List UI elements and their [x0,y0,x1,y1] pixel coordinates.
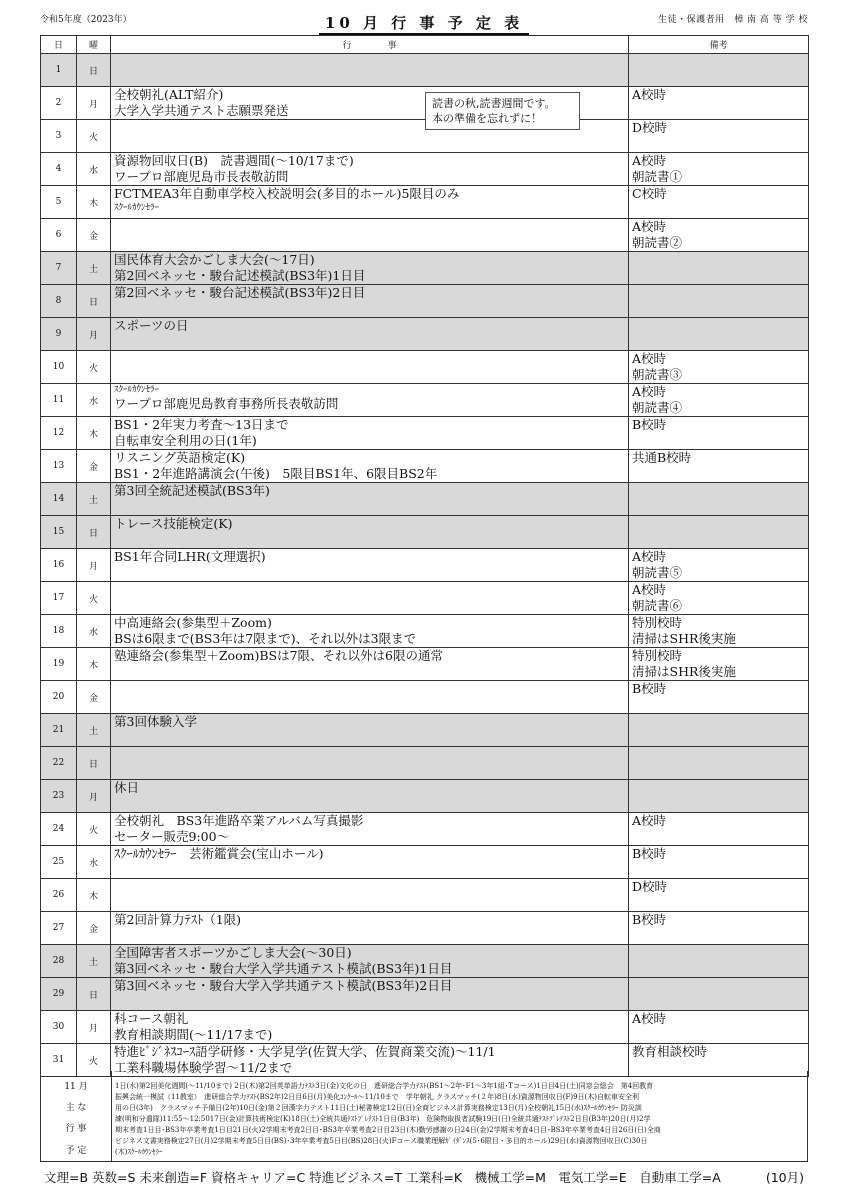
weekday: 日 [77,54,111,87]
schedule-row [41,912,809,945]
notes-cell [629,54,809,87]
schedule-row [41,219,809,252]
weekday: 水 [77,384,111,417]
notes-cell [629,153,809,186]
event-line: ワープロ部鹿児島市長表敬訪問 [114,168,289,184]
note-line: 朝読書④ [632,399,683,415]
notes-cell [629,648,809,681]
day-number: 23 [41,780,77,813]
weekday: 日 [77,285,111,318]
note-line: A校時 [632,384,667,399]
notes-cell [629,945,809,978]
notes-cell [629,120,809,153]
day-number: 5 [41,186,77,219]
weekday: 金 [77,681,111,714]
event-line: ｽｸｰﾙｶｳﾝｾﾗｰ [114,202,160,213]
schedule-row [41,582,809,615]
day-number: 9 [41,318,77,351]
event-line: 第2回ベネッセ・駿台記述模試(BS3年)2日目 [114,285,366,300]
notes-cell [629,417,809,450]
day-number: 16 [41,549,77,582]
event-line: BS1・2年進路講演会(午後) 5限目BS1年、6限目BS2年 [114,465,438,481]
day-number: 2 [41,87,77,120]
event-line: 休日 [114,780,140,795]
event-line: 第3回ベネッセ・駿台大学入学共通テスト模試(BS3年)1日目 [114,960,453,976]
weekday: 木 [77,417,111,450]
events-cell [111,747,629,780]
schedule-row [41,186,809,219]
summary-line: 1日(水)第2回美化週間(～11/10まで) 2日(木)第2回英単語力ﾃｽﾄ3日(金)文化の日 進研総合学力ﾃｽﾄ(BS1～2年･F1～3年1組･Tコース)1日目4日(土)同窓会総会 第4回教育 [115,1082,654,1090]
events-cell [111,318,629,351]
note-line: 清掃はSHR後実施 [632,630,736,646]
note-line: C校時 [632,186,667,201]
day-number: 4 [41,153,77,186]
notes-cell [629,252,809,285]
event-line: スポーツの日 [114,318,189,333]
day-number: 12 [41,417,77,450]
course-legend: 文理=B 英数=S 未来創造=F 資格キャリア=C 特進ビジネス=T 工業科=K 機械工学=M 電気工学=E 自動車工学=A [44,1170,721,1185]
event-line: BSは6限まで(BS3年は7限まで)、それ以外は3限まで [114,630,417,646]
schedule-row [41,285,809,318]
weekday: 月 [77,318,111,351]
schedule-row [41,549,809,582]
events-cell [111,978,629,1011]
note-line: D校時 [632,879,668,894]
day-number: 15 [41,516,77,549]
day-number: 7 [41,252,77,285]
note-line: 共通B校時 [632,450,692,465]
summary-label [41,1071,112,1161]
callout-line-1: 読書の秋,読書週間です。 [432,97,556,110]
event-line: 第3回ベネッセ・駿台大学入学共通テスト模試(BS3年)2日目 [114,978,453,993]
notes-cell [629,285,809,318]
schedule-row [41,153,809,186]
events-cell [111,417,629,450]
events-cell [111,879,629,912]
notes-cell [629,714,809,747]
notes-cell [629,747,809,780]
events-cell [111,780,629,813]
event-line: 第3回全統記述模試(BS3年) [114,483,270,498]
summary-text [115,1081,801,1158]
school-name: 樟 南 高 等 学 校 [734,15,808,25]
event-line: ｽｸｰﾙｶｳﾝｾﾗｰ 芸術鑑賞会(宝山ホール) [114,846,324,861]
notes-cell [629,582,809,615]
event-line: 塾連絡会(参集型＋Zoom)BSは7限、それ以外は6限の通常 [114,648,443,663]
day-number: 26 [41,879,77,912]
note-line: 清掃はSHR後実施 [632,663,736,679]
callout-line-2: 本の準備を忘れずに！ [432,112,542,125]
day-number: 21 [41,714,77,747]
note-line: B校時 [632,681,667,696]
day-number: 6 [41,219,77,252]
notes-cell [629,450,809,483]
schedule-table [40,35,809,1077]
event-line: 第3回体験入学 [114,714,197,729]
weekday: 木 [77,879,111,912]
schedule-row [41,351,809,384]
notes-cell [629,681,809,714]
schedule-body [41,54,809,1077]
note-line: B校時 [632,846,667,861]
events-cell [111,186,629,219]
note-line: A校時 [632,813,667,828]
notes-cell [629,516,809,549]
schedule-row [41,54,809,87]
notes-cell [629,351,809,384]
summary-label-3: 予 定 [65,1146,87,1156]
event-line: 全校朝礼 BS3年進路卒業アルバム写真撮影 [114,813,364,828]
events-cell [111,714,629,747]
events-cell [111,615,629,648]
weekday: 月 [77,780,111,813]
summary-label-month: 11 月 [64,1082,88,1092]
events-cell [111,681,629,714]
schedule-row [41,978,809,1011]
day-number: 18 [41,615,77,648]
schedule-row [41,945,809,978]
notes-cell [629,219,809,252]
schedule-row [41,747,809,780]
event-line: セーター販売9:00～ [114,828,230,844]
weekday: 水 [77,615,111,648]
note-line: B校時 [632,912,667,927]
event-line: 大学入学共通テスト志願票発送 [114,102,289,118]
weekday: 月 [77,1011,111,1044]
events-cell [111,450,629,483]
notes-cell [629,318,809,351]
notes-cell [629,87,809,120]
notes-cell [629,813,809,846]
schedule-row [41,417,809,450]
notes-cell [629,978,809,1011]
notes-cell [629,780,809,813]
event-line: 第2回計算力ﾃｽﾄ（1限) [114,912,242,927]
schedule-row [41,384,809,417]
day-number: 28 [41,945,77,978]
summary-line: 振興会統一模試（11教室） 進研総合学力ﾃｽﾄ(BS2年)2日目6日(月)美化ｺﾝｸｰﾙ～11/10まで 学年朝礼 クラスマッチ(２年)8日(水)資源物回収日(F)9日(木)自転車安全利 [115,1093,640,1101]
audience-label: 生徒・保護者用 [658,15,725,25]
day-number: 14 [41,483,77,516]
events-cell [111,54,629,87]
weekday: 水 [77,153,111,186]
day-number: 24 [41,813,77,846]
day-number: 25 [41,846,77,879]
summary-label-1: 主 な [65,1103,87,1113]
col-header-day: 日 [41,36,77,54]
note-line: 特別校時 [632,648,683,663]
events-cell [111,516,629,549]
note-line: A校時 [632,351,667,366]
summary-line: 用の日(3年) クラスマッチ予備日(2年)10日(金)第２回漢字力テスト11日(土)秘書検定12日(日)全商ビジネス計算実務検定13日(月)全校朝礼15日(水)ｽｸｰﾙｶｳﾝｾﾗｰ 防災訓 [115,1104,642,1112]
summary-line: 練(明和分遣隊)11:55～12:5017日(金)計算技術検定(K)18日(土)全統共通ﾃｽﾄﾌﾟﾚﾃｽﾄ1日目(B3年) 危険物取扱者試験19日(日)全統共通ﾃｽﾄﾌﾟﾚﾃｽﾄ2日目(B3年)20日(月)2学 [115,1115,651,1123]
day-number: 1 [41,54,77,87]
note-line: 朝読書③ [632,366,683,382]
day-number: 29 [41,978,77,1011]
weekday: 土 [77,483,111,516]
events-cell [111,351,629,384]
note-line: 朝読書② [632,234,683,250]
weekday: 木 [77,186,111,219]
day-number: 31 [41,1044,77,1077]
weekday: 月 [77,87,111,120]
note-line: A校時 [632,153,667,168]
weekday: 木 [77,648,111,681]
summary-label-2: 行 事 [65,1124,87,1134]
reading-week-callout [425,92,580,130]
weekday: 金 [77,219,111,252]
events-cell [111,549,629,582]
event-line: 国民体育大会かごしま大会(～17日) [114,252,315,267]
day-number: 27 [41,912,77,945]
events-cell [111,483,629,516]
events-cell [111,384,629,417]
event-line: 中高連絡会(参集型＋Zoom) [114,615,272,630]
schedule-row [41,879,809,912]
note-line: A校時 [632,219,667,234]
schedule-row [41,846,809,879]
event-line: 科コース朝礼 [114,1011,189,1026]
day-number: 20 [41,681,77,714]
day-number: 13 [41,450,77,483]
day-number: 19 [41,648,77,681]
schedule-row [41,813,809,846]
event-line: 資源物回収日(B) 読書週間(～10/17まで) [114,153,354,168]
weekday: 火 [77,813,111,846]
day-number: 8 [41,285,77,318]
summary-line: (木)ｽｸｰﾙｶｳﾝｾﾗｰ [115,1148,163,1156]
event-line: 工業科職場体験学習～11/2まで [114,1059,293,1075]
events-cell [111,285,629,318]
weekday: 日 [77,747,111,780]
weekday: 火 [77,120,111,153]
summary-line: ビジネス文書実務検定27日(月)2学期末考査5日目(BS)･3年卒業考査5日目(BS)28日(火)Fコース職業理解ｶﾞｲﾀﾞﾝｽ(5･6限目・多目的ホール)29日(水)資源物回収日(C)30日 [115,1137,648,1145]
day-number: 11 [41,384,77,417]
schedule-row [41,450,809,483]
notes-cell [629,549,809,582]
events-cell [111,1011,629,1044]
weekday: 火 [77,351,111,384]
note-line: A校時 [632,582,667,597]
schedule-row [41,516,809,549]
weekday: 日 [77,516,111,549]
note-line: D校時 [632,120,668,135]
col-header-events: 行 事 [111,36,629,54]
events-cell [111,582,629,615]
events-cell [111,945,629,978]
note-line: 朝読書⑤ [632,564,683,580]
events-cell [111,252,629,285]
page-title-text: 10 月 行 事 予 定 表 [319,14,529,35]
weekday: 土 [77,252,111,285]
weekday: 土 [77,945,111,978]
audience-school [658,12,808,25]
schedule-row [41,615,809,648]
event-line: BS1年合同LHR(文理選択) [114,549,266,564]
day-number: 10 [41,351,77,384]
footer-month: (10月) [765,1170,804,1185]
notes-cell [629,879,809,912]
notes-cell [629,615,809,648]
events-cell [111,912,629,945]
event-line: BS1・2年実力考査～13日まで [114,417,289,432]
weekday: 土 [77,714,111,747]
weekday: 日 [77,978,111,1011]
day-number: 30 [41,1011,77,1044]
note-line: B校時 [632,417,667,432]
note-line: 特別校時 [632,615,683,630]
schedule-row [41,318,809,351]
weekday: 月 [77,549,111,582]
col-header-weekday: 曜 [77,36,111,54]
note-line: 朝読書① [632,168,683,184]
schedule-row [41,780,809,813]
note-line: A校時 [632,549,667,564]
event-line: トレース技能検定(K) [114,516,233,531]
schedule-row [41,483,809,516]
event-line: 全国障害者スポーツかごしま大会(～30日) [114,945,352,960]
weekday: 金 [77,912,111,945]
schedule-row [41,648,809,681]
note-line: A校時 [632,1011,667,1026]
notes-cell [629,186,809,219]
weekday: 金 [77,450,111,483]
event-line: ｽｸｰﾙｶｳﾝｾﾗｰ [114,385,160,395]
schedule-row [41,252,809,285]
event-line: 教育相談期間(～11/17まで) [114,1026,273,1042]
event-line: 特進ﾋﾞｼﾞﾈｽｺｰｽ語学研修・大学見学(佐賀大学、佐賀商業交流)～11/1 [114,1044,496,1059]
events-cell [111,648,629,681]
events-cell [111,219,629,252]
note-line: 教育相談校時 [632,1044,708,1059]
day-number: 22 [41,747,77,780]
notes-cell [629,483,809,516]
next-month-summary [40,1071,808,1162]
note-line: 朝読書⑥ [632,597,683,613]
event-line: リスニング英語検定(K) [114,450,246,465]
events-cell [111,846,629,879]
schedule-row [41,1011,809,1044]
schedule-row [41,681,809,714]
schedule-row [41,714,809,747]
weekday: 火 [77,582,111,615]
event-line: 第2回ベネッセ・駿台記述模試(BS3年)1日目 [114,267,366,283]
notes-cell [629,1011,809,1044]
summary-line: 期末考査1日目･BS3年卒業考査1日目21日(火)2学期末考査2日目･BS3年卒業考査2日目23日(木)勤労感謝の日24日(金)2学期末考査4日目･BS3年卒業考査4日目26日(日)全商 [115,1126,661,1134]
notes-cell [629,846,809,879]
weekday: 火 [77,1044,111,1077]
events-cell [111,813,629,846]
event-line: 自転車安全利用の日(1年) [114,432,257,448]
event-line: ワープロ部鹿児島教育事務所長表敬訪問 [114,396,339,411]
fiscal-year-label: 令和5年度（2023年） [40,15,132,25]
event-line: 全校朝礼(ALT紹介) [114,87,224,102]
notes-cell [629,912,809,945]
weekday: 水 [77,846,111,879]
col-header-notes: 備考 [629,36,809,54]
day-number: 17 [41,582,77,615]
day-number: 3 [41,120,77,153]
note-line: A校時 [632,87,667,102]
notes-cell [629,384,809,417]
event-line: FCTMEA3年自動車学校入校説明会(多目的ホール)5限目のみ [114,186,460,201]
events-cell [111,153,629,186]
